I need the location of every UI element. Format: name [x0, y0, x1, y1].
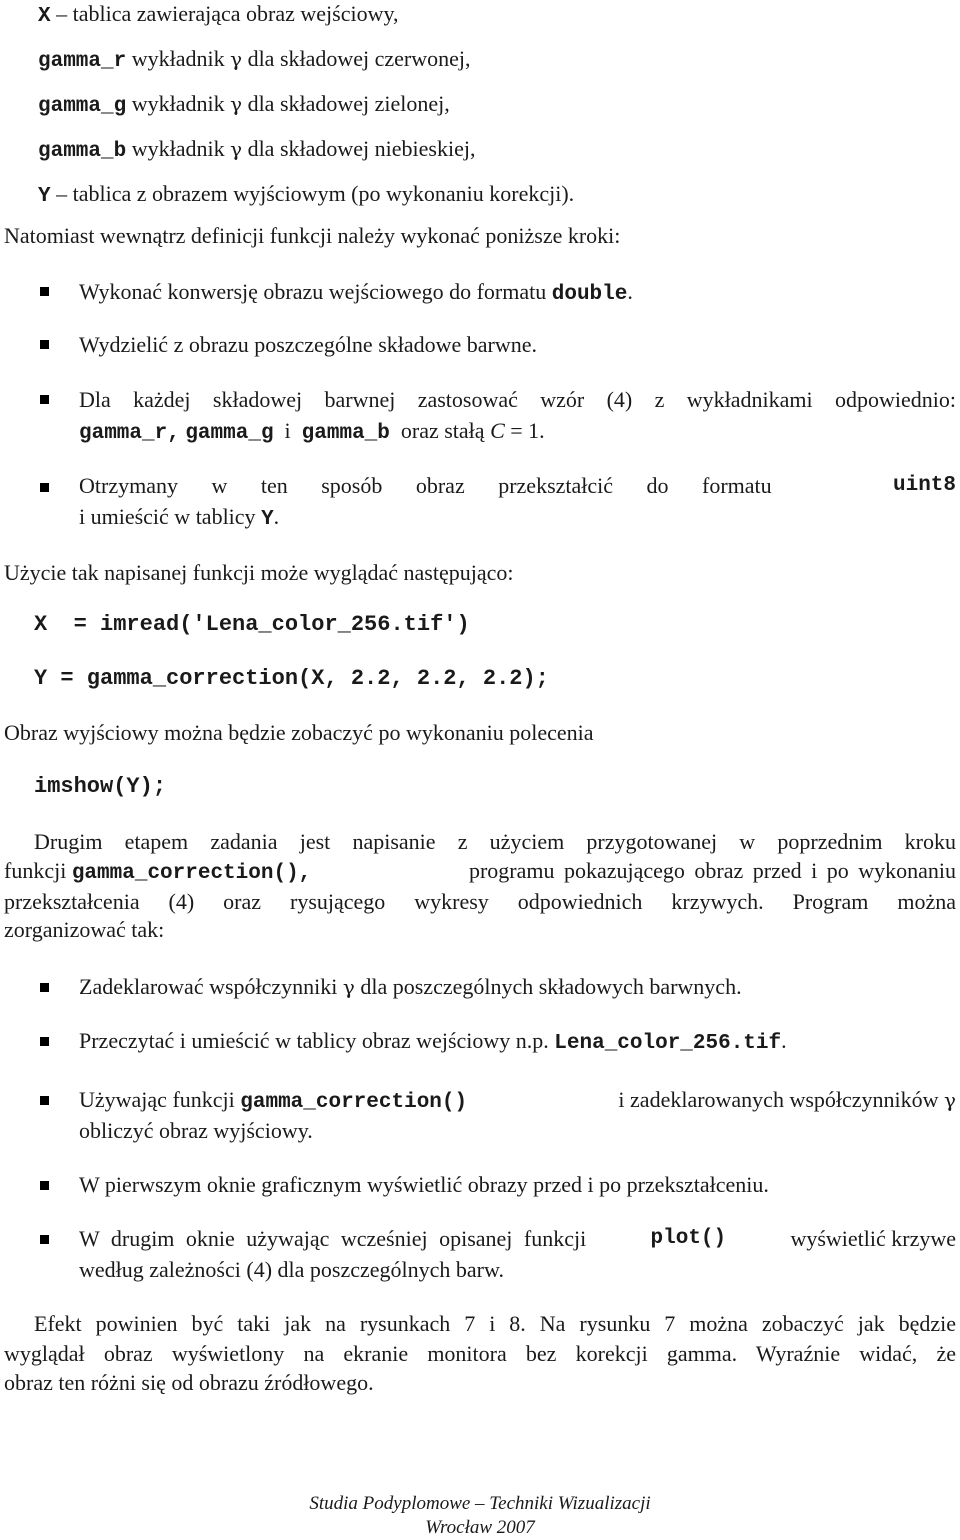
- gamma-symbol: γ: [230, 47, 243, 71]
- footer-line-2: Wrocław 2007: [425, 1517, 535, 1538]
- param-gamma-r: [38, 45, 471, 76]
- para2-line4: zorganizować tak:: [4, 917, 165, 942]
- code-line-2: Y = gamma_correction(X, 2.2, 2.2, 2.2);: [34, 666, 549, 691]
- para2-line2: [4, 857, 956, 888]
- step-4-line1: [79, 472, 956, 500]
- code-y: Y: [261, 508, 274, 531]
- bullet: [40, 483, 49, 492]
- step-1: [79, 278, 633, 309]
- param-text: wykładnik: [126, 136, 231, 161]
- code-gamma-r: gamma_r: [38, 50, 127, 73]
- step2-4: W pierwszym oknie graficznym wyświetlić obrazy przed i po przekształceniu.: [79, 1172, 769, 1197]
- constant-value: = 1.: [504, 418, 545, 443]
- step2-3-left: [79, 1086, 467, 1117]
- para3-line2: wyglądał obraz wyświetlony na ekranie monitora bez korekcji gamma. Wyraźnie widać, że: [4, 1341, 956, 1366]
- param-x-text: – tablica zawierająca obraz wejściowy,: [50, 1, 399, 26]
- code-y: Y: [38, 185, 51, 208]
- step2-1: [79, 973, 742, 1001]
- text: dla poszczególnych składowych barwnych.: [354, 974, 742, 999]
- code-plot: plot(): [650, 1227, 727, 1250]
- bullet: [40, 1037, 49, 1046]
- bullet: [40, 395, 49, 404]
- para2-text: funkcji: [4, 858, 67, 883]
- param-text: wykładnik: [126, 91, 231, 116]
- step-3-line2: [79, 417, 545, 448]
- param-y: [38, 180, 574, 211]
- code-gamma-g: gamma_g: [38, 95, 127, 118]
- text: wyświetlić krzywe: [790, 1226, 956, 1251]
- intro-text: Natomiast wewnątrz definicji funkcji należy wykonać poniższe kroki:: [4, 223, 621, 248]
- output-text: Obraz wyjściowy można będzie zobaczyć po wykonaniu polecenia: [4, 720, 594, 745]
- para2-text: programu pokazującego obraz przed i po wykonaniu: [468, 858, 956, 883]
- step2-2: [79, 1027, 787, 1058]
- footer-line-1: Studia Podyplomowe – Techniki Wizualizacji: [309, 1493, 651, 1514]
- constant-c: C: [490, 418, 505, 443]
- param-y-text: – tablica z obrazem wyjściowym (po wykonaniu korekcji).: [50, 181, 575, 206]
- text: Przeczytać i umieścić w tablicy obraz wejściowy n.p.: [79, 1028, 555, 1053]
- text: W drugim oknie używając wcześniej opisanej funkcji: [79, 1226, 587, 1251]
- param-text: dla składowej niebieskiej,: [242, 136, 476, 161]
- gamma-symbol: γ: [342, 975, 355, 999]
- bullet: [40, 1235, 49, 1244]
- step-4-text2: i umieścić w tablicy: [79, 504, 262, 529]
- step-4-line2: [79, 503, 279, 534]
- step2-5-line1: [79, 1225, 956, 1253]
- step2-3-line1: [79, 1086, 956, 1117]
- code-gamma-b: gamma_b: [38, 140, 127, 163]
- step-2: Wydzielić z obrazu poszczególne składowe barwne.: [79, 332, 538, 357]
- bullet: [40, 1181, 49, 1190]
- code-line-1: X = imread('Lena_color_256.tif'): [34, 612, 470, 637]
- step-4-end: .: [273, 504, 280, 529]
- bullet: [40, 340, 49, 349]
- code-gamma-g: gamma_g: [185, 422, 274, 445]
- step-3-and: i: [284, 418, 291, 443]
- step-3-text: oraz stałą: [400, 418, 485, 443]
- param-gamma-b: [38, 135, 475, 166]
- step-1-end: .: [627, 279, 633, 304]
- para2-line3: przekształcenia (4) oraz rysującego wykresy odpowiednich krzywych. Program można: [4, 889, 956, 914]
- text: .: [781, 1028, 787, 1053]
- param-text: dla składowej czerwonej,: [242, 46, 471, 71]
- param-x: [38, 0, 399, 31]
- para2-l2-left: [4, 857, 311, 888]
- code-line-3: imshow(Y);: [34, 774, 167, 799]
- code-filename: Lena_color_256.tif: [554, 1032, 782, 1055]
- param-text: dla składowej zielonej,: [242, 91, 450, 116]
- gamma-symbol: γ: [230, 137, 243, 161]
- step-1-text: Wykonać konwersję obrazu wejściowego do formatu: [79, 279, 552, 304]
- bullet: [40, 983, 49, 992]
- bullet: [40, 287, 49, 296]
- text: Używając funkcji: [79, 1087, 235, 1112]
- para3-line3: obraz ten różni się od obrazu źródłowego.: [4, 1370, 374, 1395]
- code-gamma-correction: gamma_correction(),: [71, 862, 312, 885]
- code-gamma-b: gamma_b: [301, 422, 390, 445]
- param-gamma-g: [38, 90, 450, 121]
- code-gamma-r: gamma_r,: [79, 422, 180, 445]
- text: Zadeklarować współczynniki: [79, 974, 343, 999]
- text: i zadeklarowanych współczynników: [618, 1087, 939, 1112]
- bullet: [40, 1096, 49, 1105]
- code-x: X: [38, 5, 51, 28]
- step2-5-line2: według zależności (4) dla poszczególnych barw.: [79, 1257, 504, 1282]
- param-text: wykładnik: [126, 46, 231, 71]
- step-4-text: Otrzymany w ten sposób obraz przekształcić do formatu: [79, 473, 772, 498]
- para2-line1: Drugim etapem zadania jest napisanie z użyciem przygotowanej w poprzednim kroku: [34, 829, 956, 854]
- step2-3-right: [618, 1086, 956, 1117]
- code-uint8: uint8: [892, 474, 956, 497]
- usage-intro: Użycie tak napisanej funkcji może wyglądać następująco:: [4, 560, 514, 585]
- para3-line1: Efekt powinien być taki jak na rysunkach 7 i 8. Na rysunku 7 można zobaczyć jak będzie: [34, 1311, 956, 1336]
- gamma-symbol: γ: [230, 92, 243, 116]
- code-double: double: [551, 283, 628, 306]
- code-gamma-correction: gamma_correction(): [240, 1091, 468, 1114]
- gamma-symbol: γ: [944, 1088, 956, 1112]
- step2-3-line2: obliczyć obraz wyjściowy.: [79, 1118, 313, 1143]
- step-3-line1: Dla każdej składowej barwnej zastosować wzór (4) z wykładnikami odpowiednio:: [79, 387, 956, 412]
